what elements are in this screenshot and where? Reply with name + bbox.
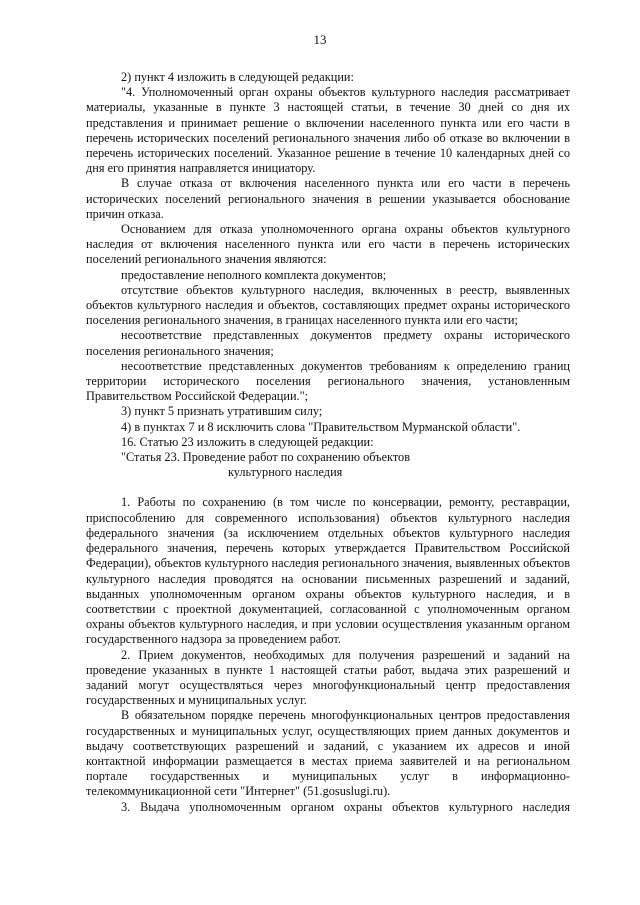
- paragraph-item-4: 4) в пунктах 7 и 8 исключить слова "Правительством Мурманской области".: [121, 419, 521, 434]
- article-heading-line1: "Статья 23. Проведение работ по сохранению объектов: [121, 450, 411, 465]
- paragraph-point-4: "4. Уполномоченный орган охраны объектов культурного наследия рассматривает материалы, указанные в пункте 3 настоящей статьи, в течение 30 дней со дня их представления и принимает решение о включении населенного пункта или его части в перечень исторических поселений регионального значения либо об отказе во включении в перечень исторических поселений. Указанное решение в течение 10 календарных дней со дня его принятия направляется инициатору.: [86, 85, 570, 176]
- spacer: [86, 480, 570, 495]
- paragraph-item-16: 16. Статью 23 изложить в следующей редакции:: [121, 434, 374, 449]
- page-number: 13: [313, 32, 327, 47]
- paragraph-article-point-2: 2. Прием документов, необходимых для получения разрешений и заданий на проведение указанных в пункте 1 настоящей статьи работ, выдача этих разрешений и заданий могут осуществляться через многофункциональный центр предоставления государственных и муниципальных услуг.: [86, 647, 570, 708]
- paragraph-item-2: 2) пункт 4 изложить в следующей редакции:: [121, 70, 354, 84]
- paragraph-mfc-list: В обязательном порядке перечень многофункциональных центров предоставления государственных и муниципальных услуг, осуществляющих прием данных документов и выдачу соответствующих разрешений и заданий, с указанием их адресов и иной контактной информации размещается в местах приема заявителей и на региональном портале государственных и муниципальных услуг в информационно-телекоммуникационной сети "Интернет" (51.gosuslugi.ru).: [86, 708, 570, 799]
- paragraph-article-point-3: 3. Выдача уполномоченным органом охраны объектов культурного наследия: [121, 799, 570, 814]
- paragraph-ground-mismatch-subject: несоответствие представленных документов предмету охраны исторического поселения регионального значения;: [86, 328, 570, 358]
- paragraph-ground-mismatch-borders: несоответствие представленных документов требованиям к определению границ территории исторического поселения регионального значения, установленным Правительством Российской Федерации.";: [86, 358, 570, 404]
- paragraph-refusal-case: В случае отказа от включения населенного пункта или его части в перечень исторических поселений регионального значения в решении указывается обоснование причин отказа.: [86, 176, 570, 221]
- paragraph-refusal-grounds: Основанием для отказа уполномоченного органа охраны объектов культурного наследия от включения населенного пункта или его части в перечень исторических поселений регионального значения являются:: [86, 222, 570, 267]
- article-heading: [121, 450, 570, 480]
- paragraph-article-point-1: 1. Работы по сохранению (в том числе по консервации, ремонту, реставрации, приспособлению для современного использования) объектов культурного наследия федерального значения (за исключением отдельных объектов культурного наследия федерального значения, перечень которых утверждается Правительством Российской Федерации), объектов культурного наследия регионального значения, выявленных объектов культурного наследия проводятся на основании письменных разрешений и заданий, выданных уполномоченным органом охраны объектов культурного наследия, и в соответствии с проектной документацией, согласованной с уполномоченным органом охраны объектов культурного наследия, и при условии осуществления указанным органом государственного надзора за проведением работ.: [86, 495, 570, 647]
- paragraph-ground-absence: отсутствие объектов культурного наследия, включенных в реестр, выявленных объектов культурного наследия и объектов, составляющих предмет охраны исторического поселения регионального значения, в границах населенного пункта или его части;: [86, 282, 570, 328]
- paragraph-item-3: 3) пункт 5 признать утратившим силу;: [121, 404, 323, 419]
- document-body: [86, 70, 570, 815]
- article-heading-line2: культурного наследия: [228, 465, 343, 480]
- paragraph-ground-incomplete: предоставление неполного комплекта документов;: [121, 267, 387, 282]
